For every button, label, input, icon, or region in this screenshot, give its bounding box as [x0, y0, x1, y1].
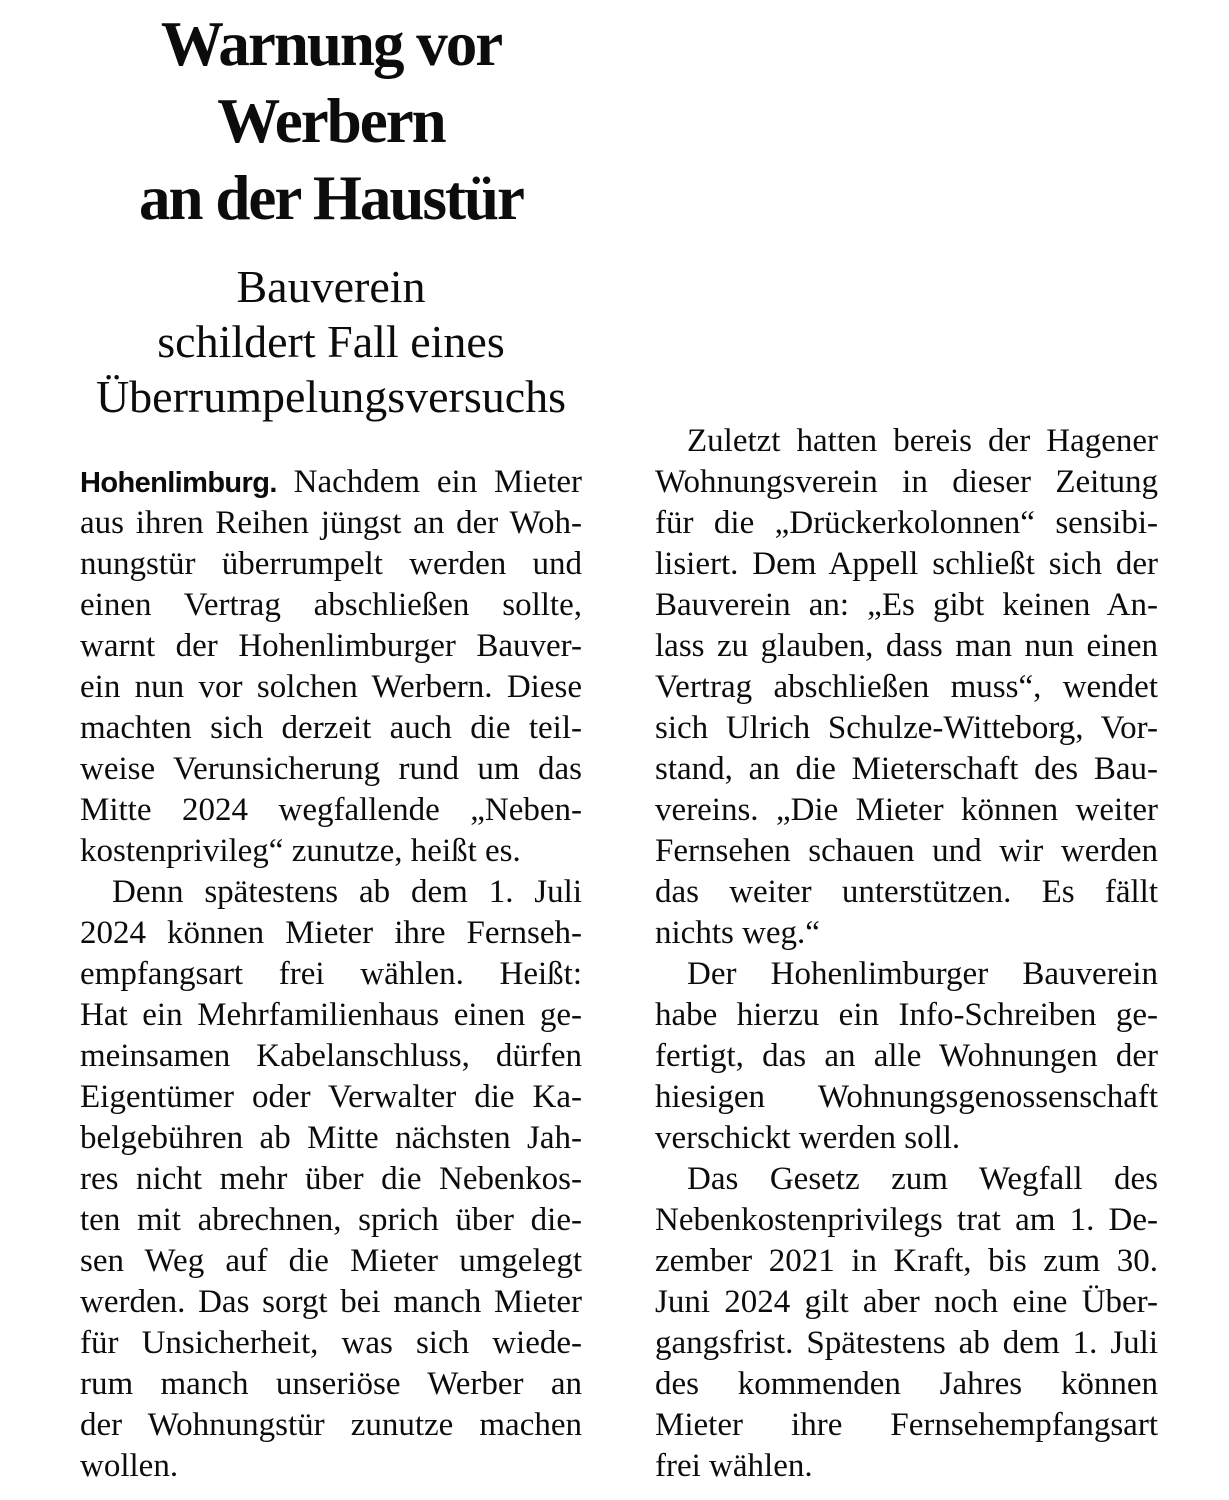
body-line: empfangsart frei wählen. Heißt: [80, 956, 582, 992]
body-line [80, 462, 582, 503]
body-line: frei wählen. [655, 1448, 813, 1484]
headline-line: Warnung vor [160, 9, 502, 79]
body-line: Mitte 2024 wegfallende „Neben- [80, 792, 582, 828]
body-line: belgebühren ab Mitte nächsten Jah- [80, 1120, 582, 1156]
headline-line: an der Haustür [139, 163, 523, 233]
body-line: stand, an die Mieterschaft des Bau- [655, 751, 1158, 787]
left-column [80, 462, 582, 1487]
body-line: sich Ulrich Schulze-Witteborg, Vor- [655, 710, 1158, 746]
body-line: ten mit abrechnen, sprich über die- [80, 1202, 582, 1238]
body-line: für Unsicherheit, was sich wiede- [80, 1325, 582, 1361]
body-line: Juni 2024 gilt aber noch eine Über- [655, 1284, 1158, 1320]
body-line: habe hierzu ein Info-Schreiben ge- [655, 997, 1158, 1033]
body-line: Vertrag abschließen muss“, wendet [655, 669, 1158, 705]
body-line: der Wohnungstür zunutze machen [80, 1407, 582, 1443]
body-line: fertigt, das an alle Wohnungen der [655, 1038, 1158, 1074]
paragraph [80, 462, 582, 872]
body-line: das weiter unterstützen. Es fällt [655, 874, 1158, 910]
subheadline-line: Überrumpelungsversuchs [95, 371, 567, 422]
body-line: nichts weg.“ [655, 915, 820, 951]
body-line: rum manch unseriöse Werber an [80, 1366, 582, 1402]
paragraph [655, 954, 1158, 1159]
body-line: aus ihren Reihen jüngst an der Woh- [80, 505, 582, 541]
body-line: vereins. „Die Mieter können weiter [655, 792, 1158, 828]
body-line: Fernsehen schauen und wir werden [655, 833, 1158, 869]
body-line: wollen. [80, 1448, 179, 1484]
paragraph [80, 872, 582, 1487]
body-line: gangsfrist. Spätestens ab dem 1. Juli [655, 1325, 1158, 1361]
body-line: sen Weg auf die Mieter umgelegt [80, 1243, 582, 1279]
body-line: Nebenkostenprivilegs trat am 1. De- [655, 1202, 1158, 1238]
body-line: 2024 können Mieter ihre Fernseh- [80, 915, 582, 951]
body-line: zember 2021 in Kraft, bis zum 30. [655, 1243, 1158, 1279]
body-line: werden. Das sorgt bei manch Mieter [80, 1284, 582, 1320]
subheadline [80, 259, 582, 424]
subheadline-line: Bauverein [236, 261, 426, 312]
body-line: ein nun vor solchen Werbern. Diese [80, 669, 582, 705]
paragraph [655, 1159, 1158, 1487]
body-line: weise Verunsicherung rund um das [80, 751, 582, 787]
body-line: für die „Drückerkolonnen“ sensibi- [655, 505, 1158, 541]
subheadline-line: schildert Fall eines [157, 316, 505, 367]
body-line: des kommenden Jahres können [655, 1366, 1158, 1402]
body-line: Das Gesetz zum Wegfall des [687, 1161, 1158, 1197]
body-line: nungstür überrumpelt werden und [80, 546, 582, 582]
body-line: Wohnungsverein in dieser Zeitung [655, 464, 1158, 500]
body-line: Mieter ihre Fernsehempfangsart [655, 1407, 1158, 1443]
body-line: Bauverein an: „Es gibt keinen An- [655, 587, 1158, 623]
body-line: Der Hohenlimburger Bauverein [687, 956, 1158, 992]
body-line: hiesigen Wohnungsgenossenschaft [655, 1079, 1158, 1115]
body-line: res nicht mehr über die Nebenkos- [80, 1161, 582, 1197]
body-line: lass zu glauben, dass man nun einen [655, 628, 1158, 664]
right-column [655, 421, 1158, 1487]
body-line: kostenprivileg“ zunutze, heißt es. [80, 833, 521, 869]
dateline: Hohenlimburg. [80, 467, 277, 499]
paragraph [655, 421, 1158, 954]
headline [80, 6, 582, 237]
body-line: warnt der Hohenlimburger Bauver- [80, 628, 582, 664]
body-line: lisiert. Dem Appell schließt sich der [655, 546, 1158, 582]
headline-line: Werbern [217, 86, 445, 156]
body-line: Zuletzt hatten bereis der Hagener [687, 423, 1158, 459]
body-line: Hat ein Mehrfamilienhaus einen ge- [80, 997, 582, 1033]
body-line: machten sich derzeit auch die teil- [80, 710, 582, 746]
body-line-text: Nachdem ein Mieter [293, 464, 583, 500]
body-line: einen Vertrag abschließen sollte, [80, 587, 582, 623]
body-line: Eigentümer oder Verwalter die Ka- [80, 1079, 582, 1115]
body-line: Denn spätestens ab dem 1. Juli [112, 874, 582, 910]
body-line: meinsamen Kabelanschluss, dürfen [80, 1038, 582, 1074]
body-line: verschickt werden soll. [655, 1120, 961, 1156]
